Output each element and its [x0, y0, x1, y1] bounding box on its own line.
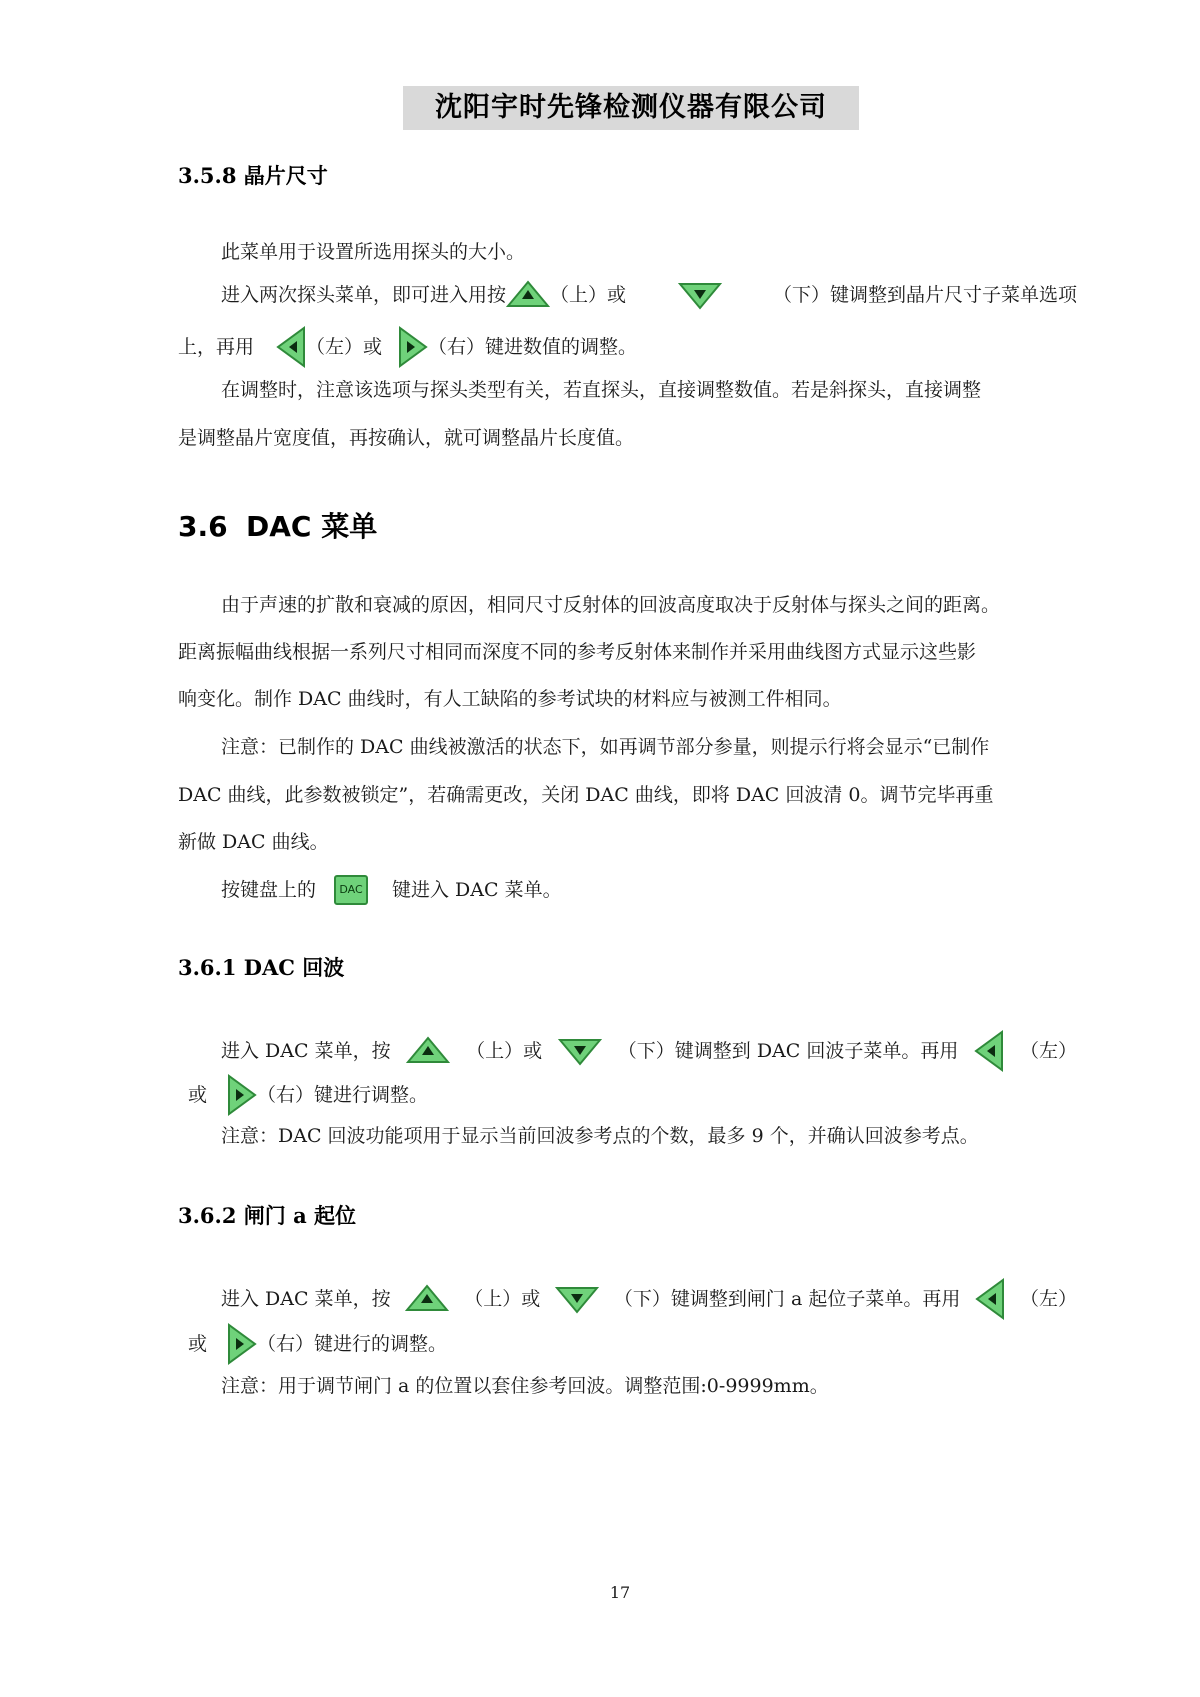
right-arrow-key-icon	[398, 326, 428, 368]
text-fragment: （上）或	[464, 1288, 541, 1310]
section-heading-3-5-8: 3.5.8 晶片尺寸	[178, 163, 328, 188]
paragraph-line: 新做 DAC 曲线。	[178, 831, 329, 853]
paragraph-line	[221, 1278, 1077, 1320]
text-fragment: 或	[188, 1084, 208, 1106]
text-fragment: （左）	[1019, 1288, 1077, 1310]
section-title: DAC 菜单	[246, 510, 378, 543]
down-arrow-key-icon	[555, 1284, 599, 1314]
text-fragment: 或	[188, 1333, 208, 1355]
down-arrow-key-icon	[558, 1036, 602, 1066]
up-arrow-key-icon	[506, 280, 550, 310]
right-arrow-key-icon	[227, 1074, 257, 1116]
paragraph-line: 注意：已制作的 DAC 曲线被激活的状态下，如再调节部分参量，则提示行将会显示“已制作	[221, 736, 990, 758]
text-fragment: （下）键调整到晶片尺寸子菜单选项	[772, 284, 1077, 306]
paragraph-line: 距离振幅曲线根据一系列尺寸相同而深度不同的参考反射体来制作并采用曲线图方式显示这些影	[178, 641, 977, 663]
text-fragment: 进入 DAC 菜单，按	[221, 1040, 391, 1062]
text-fragment: 按键盘上的	[221, 879, 317, 901]
paragraph-line	[188, 1074, 428, 1116]
paragraph-line	[178, 326, 637, 368]
text-fragment: 键进入 DAC 菜单。	[392, 879, 562, 901]
paragraph-line	[221, 280, 1077, 310]
left-arrow-key-icon	[276, 326, 306, 368]
up-arrow-key-icon	[405, 1284, 449, 1314]
section-heading-3-6-1: 3.6.1 DAC 回波	[178, 955, 345, 980]
text-fragment: 在调整时，注意该选项与探头类型有关，若直探头，直接调整数值。若是斜探头，直接调整	[221, 379, 982, 401]
paragraph-line	[221, 1030, 1077, 1072]
paragraph-line: 是调整晶片宽度值，再按确认，就可调整晶片长度值。	[178, 427, 635, 449]
down-arrow-key-icon	[678, 280, 722, 310]
paragraph-line: 此菜单用于设置所选用探头的大小。	[221, 241, 526, 263]
text-fragment: （上）或	[550, 284, 627, 306]
left-arrow-key-icon	[974, 1030, 1004, 1072]
section-heading-3-6	[178, 505, 377, 545]
text-fragment: （右）键进行的调整。	[257, 1333, 448, 1355]
text-fragment: （右）键进数值的调整。	[428, 336, 638, 358]
text-fragment: 上，再用	[178, 336, 255, 358]
paragraph-line: 由于声速的扩散和衰减的原因，相同尺寸反射体的回波高度取决于反射体与探头之间的距离。	[221, 594, 1001, 616]
up-arrow-key-icon	[406, 1036, 450, 1066]
paragraph-line: DAC 曲线，此参数被锁定”，若确需更改，关闭 DAC 曲线，即将 DAC 回波清 0。调节完毕再重	[178, 784, 994, 806]
paragraph-line	[188, 1323, 447, 1365]
text-fragment: （右）键进行调整。	[257, 1084, 429, 1106]
paragraph-line	[221, 375, 1077, 405]
text-fragment: （上）或	[466, 1040, 543, 1062]
paragraph-line: 注意：DAC 回波功能项用于显示当前回波参考点的个数，最多 9 个，并确认回波参考点。	[221, 1125, 979, 1147]
text-fragment: （左）或	[306, 336, 383, 358]
left-arrow-key-icon	[975, 1278, 1005, 1320]
text-fragment: 进入两次探头菜单，即可进入用按	[221, 284, 507, 306]
paragraph-line: 响变化。制作 DAC 曲线时，有人工缺陷的参考试块的材料应与被测工件相同。	[178, 688, 842, 710]
right-arrow-key-icon	[227, 1323, 257, 1365]
text-fragment: （下）键调整到 DAC 回波子菜单。再用	[617, 1040, 959, 1062]
text-fragment: （左）	[1019, 1040, 1077, 1062]
paragraph-line	[221, 875, 562, 905]
section-number: 3.6	[178, 510, 228, 543]
text-fragment: 进入 DAC 菜单，按	[221, 1288, 391, 1310]
paragraph-line: 注意：用于调节闸门 a 的位置以套住参考回波。调整范围:0-9999mm。	[221, 1375, 829, 1397]
section-heading-3-6-2: 3.6.2 闸门 a 起位	[178, 1203, 356, 1228]
dac-key-icon: DAC	[334, 875, 368, 905]
page-number: 17	[609, 1583, 631, 1602]
text-fragment: （下）键调整到闸门 a 起位子菜单。再用	[613, 1288, 961, 1310]
company-header: 沈阳宇时先锋检测仪器有限公司	[403, 86, 859, 130]
